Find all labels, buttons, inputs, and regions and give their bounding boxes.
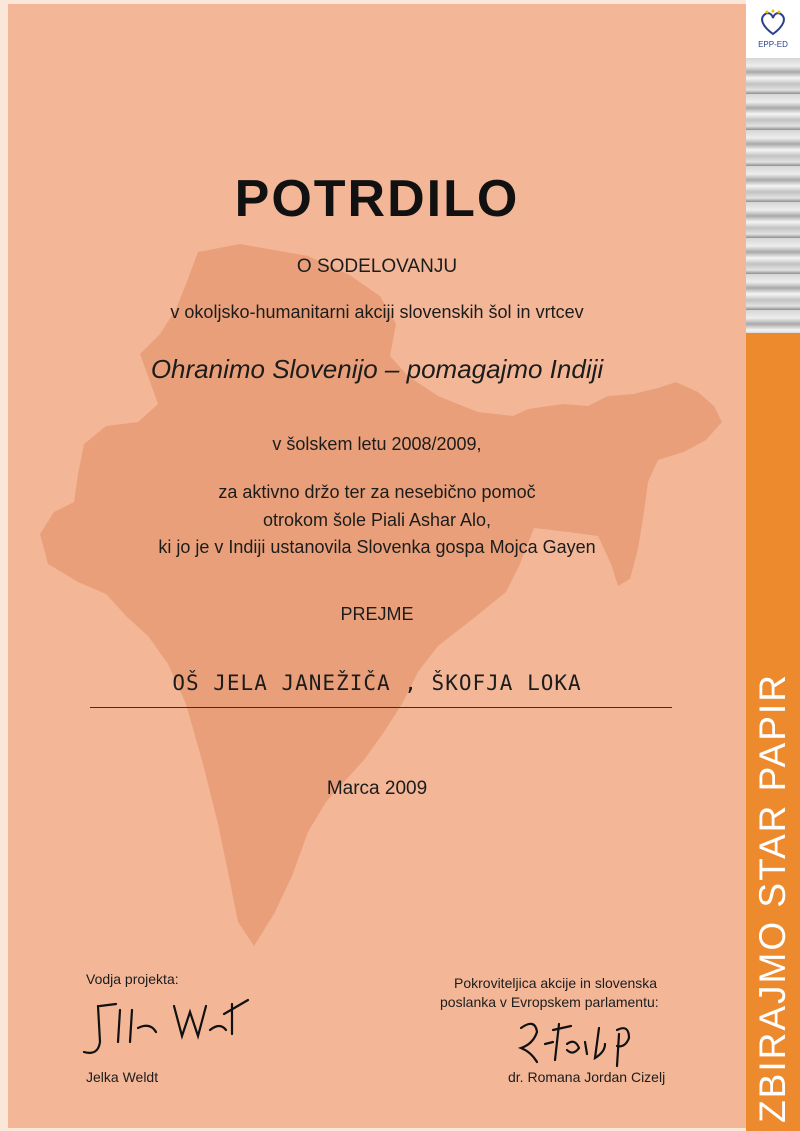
certificate-paper: [8, 4, 746, 1128]
receives-label: PREJME: [340, 604, 414, 624]
body-line: ki jo je v Indiji ustanovila Slovenka gospa Mojca Gayen: [158, 537, 596, 557]
body-line: otrokom šole Piali Ashar Alo,: [262, 510, 492, 530]
left-signer-name: Jelka Weldt: [86, 1069, 159, 1085]
school-year: v šolskem letu 2008/2009,: [272, 434, 482, 454]
recipient-name: OŠ JELA JANEŽIČA , ŠKOFJA LOKA: [172, 671, 582, 695]
right-signer-role: Pokroviteljica akcije in slovenska: [454, 975, 658, 991]
certificate-title: POTRDILO: [234, 170, 520, 228]
right-signer-name: dr. Romana Jordan Cizelj: [508, 1069, 666, 1085]
certificate-content: [8, 4, 746, 1128]
certificate-date: Marca 2009: [326, 778, 428, 799]
left-signature: [76, 992, 251, 1064]
recipient-underline: [90, 707, 672, 708]
right-signature: [513, 1014, 643, 1074]
logo-text: EPP-ED: [758, 40, 788, 49]
heart-logo-icon: [758, 8, 788, 38]
sidebar-slogan: ZBIRAJMO STAR PAPIR: [752, 673, 793, 1123]
party-logo: [746, 0, 800, 58]
action-description: v okoljsko-humanitarni akciji slovenskih šol in vrtcev: [170, 302, 584, 322]
body-line: za aktivno držo ter za nesebično pomoč: [218, 482, 536, 502]
right-signer-role: poslanka v Evropskem parlamentu:: [440, 994, 659, 1010]
campaign-sidebar: [746, 58, 800, 1131]
campaign-name: Ohranimo Slovenijo – pomagajmo Indiji: [150, 354, 604, 384]
certificate-subtitle: O SODELOVANJU: [296, 256, 458, 277]
newspaper-photo-strip: [746, 58, 800, 333]
left-signer-role: Vodja projekta:: [86, 971, 179, 987]
